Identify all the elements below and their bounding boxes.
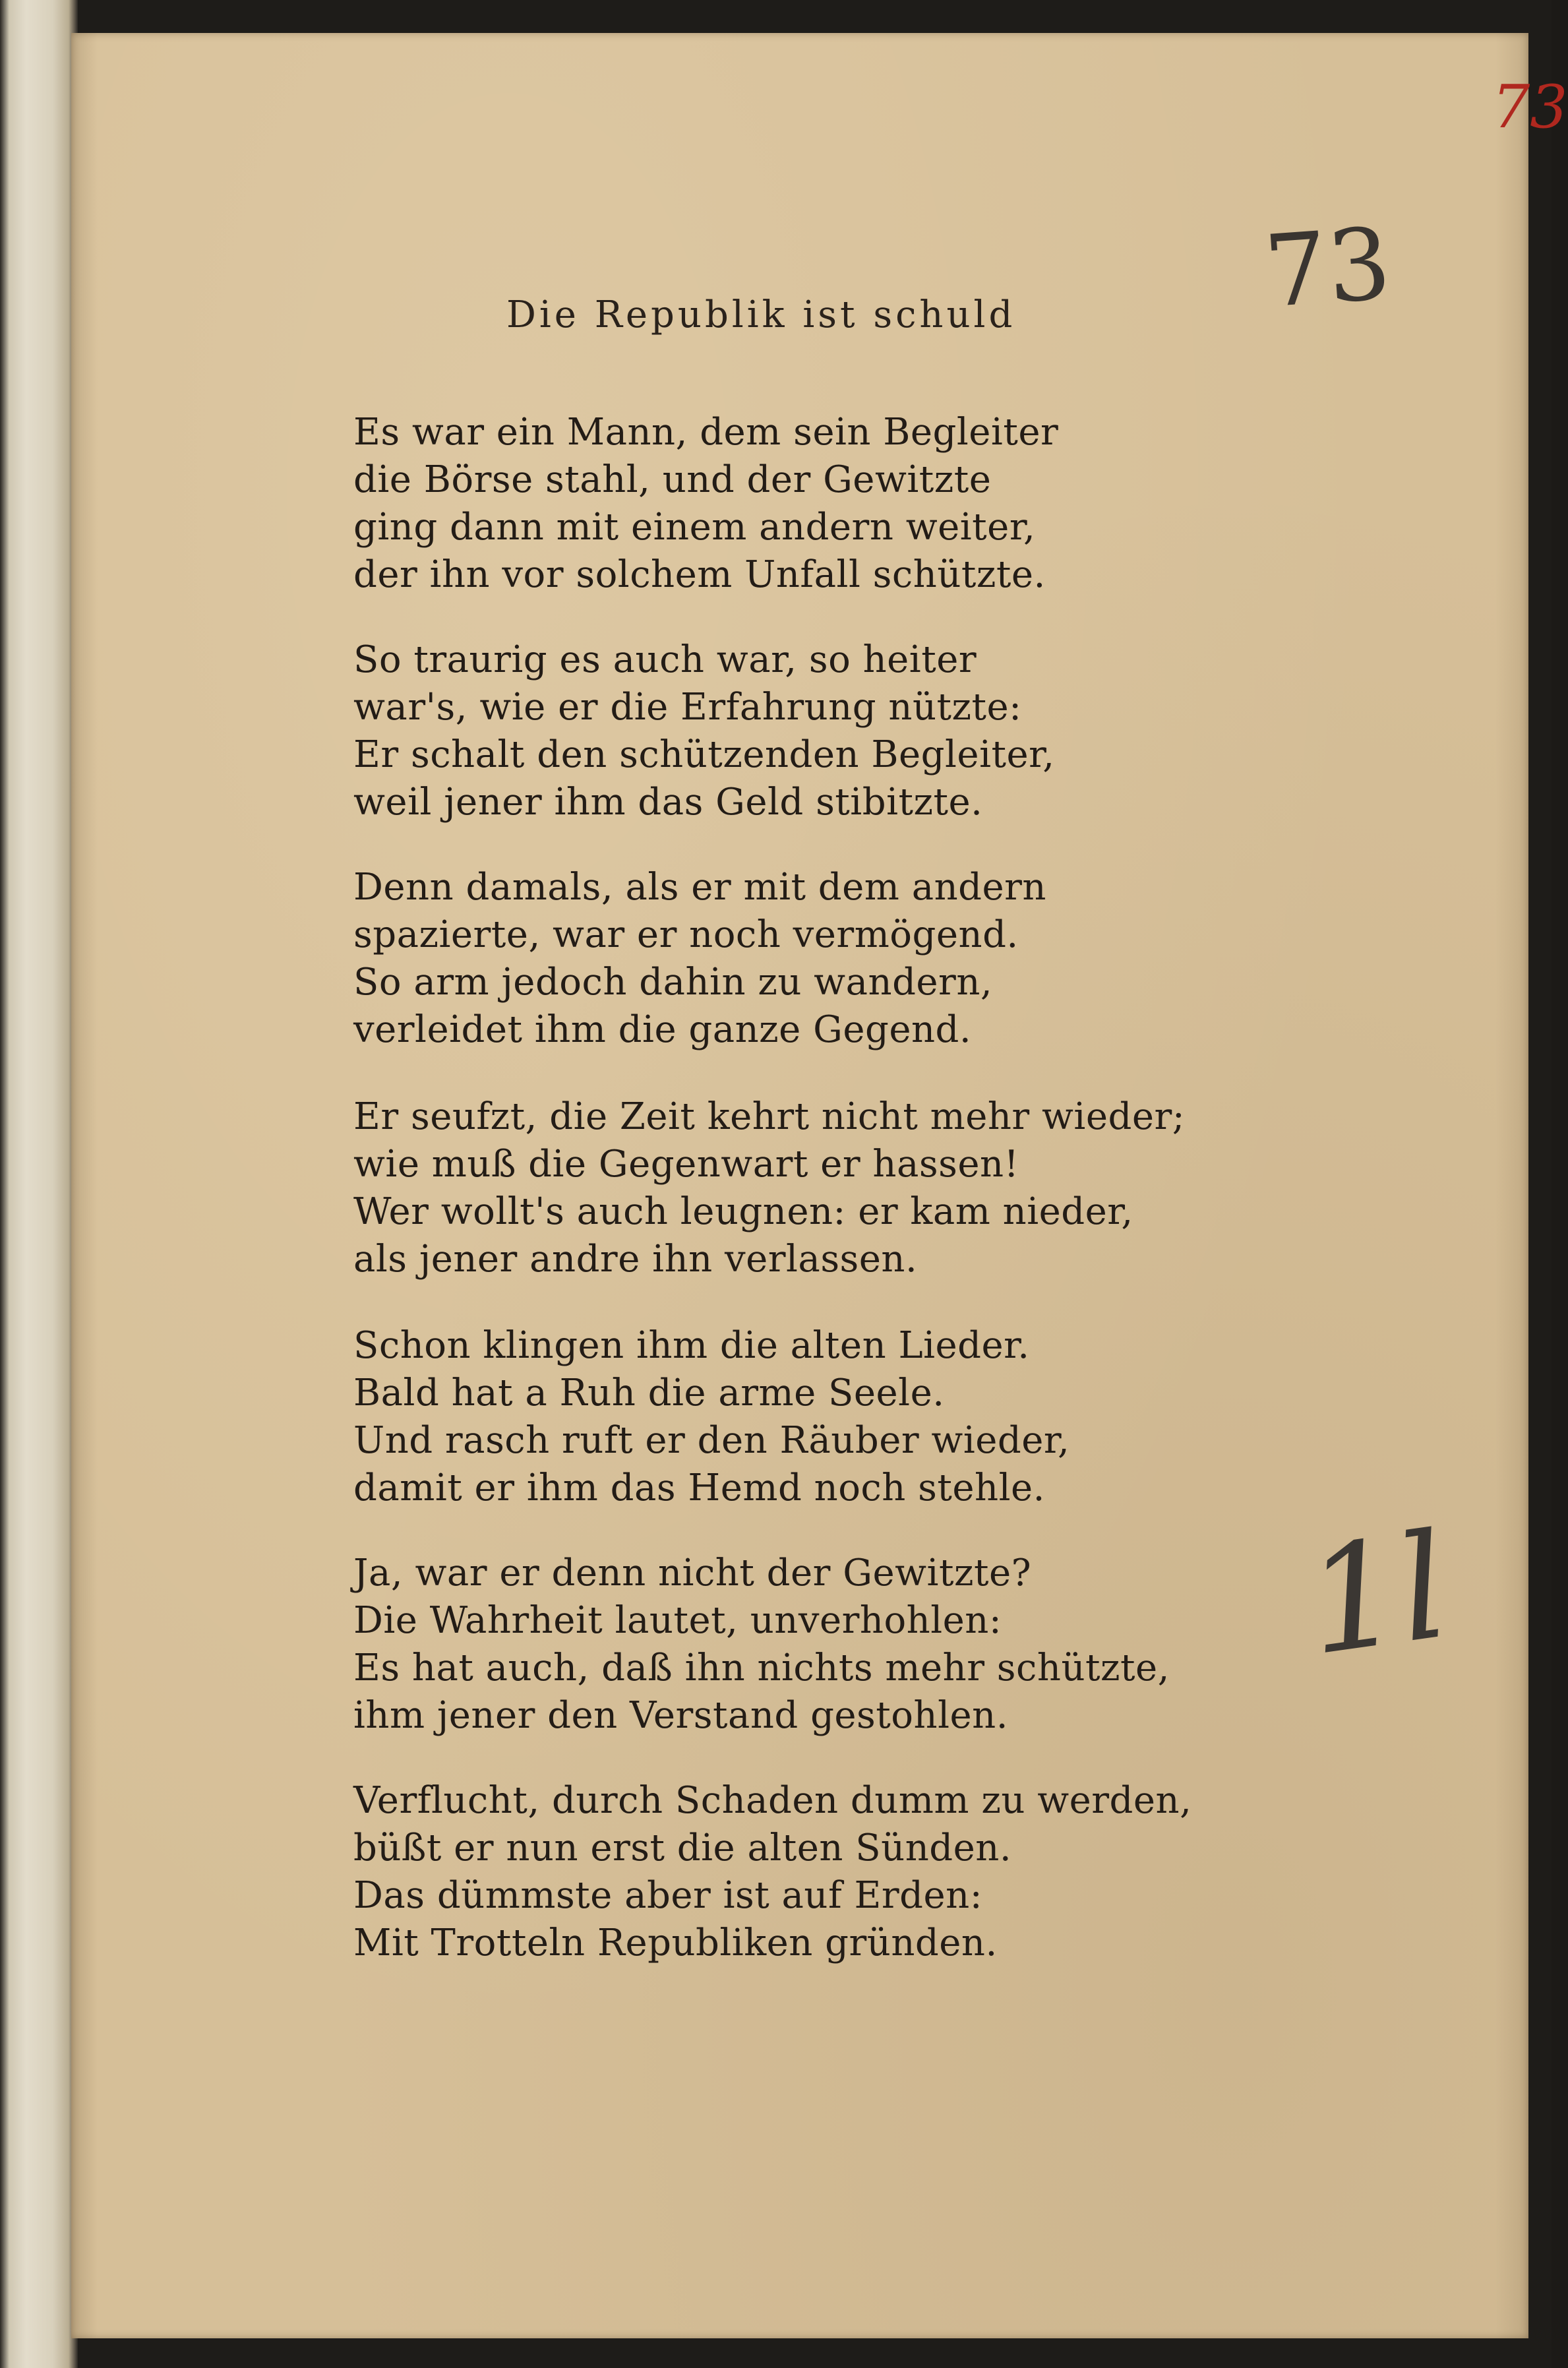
verse-line: damit er ihm das Hemd noch stehle.: [353, 1467, 1045, 1509]
verse-line: Es war ein Mann, dem sein Begleiter: [353, 411, 1059, 454]
verse-line: Verflucht, durch Schaden dumm zu werden,: [353, 1779, 1192, 1822]
poem-title: Die Republik ist schuld: [506, 293, 1016, 336]
stanza: [353, 409, 1303, 599]
verse-line: Ja, war er denn nicht der Gewitzte?: [353, 1552, 1032, 1594]
verse-line: Er schalt den schützenden Begleiter,: [353, 733, 1055, 776]
stanza: [353, 1550, 1303, 1740]
stanza: [353, 864, 1303, 1054]
verse-line: wie muß die Gegenwart er hassen!: [353, 1143, 1019, 1186]
pencil-page-number: 73: [1261, 206, 1395, 330]
verse-line: ging dann mit einem andern weiter,: [353, 506, 1036, 549]
verse-line: So traurig es auch war, so heiter: [353, 638, 977, 681]
verse-line: spazierte, war er noch vermögend.: [353, 913, 1019, 956]
verse-line: Bald hat a Ruh die arme Seele.: [353, 1372, 945, 1414]
stanza: [353, 1322, 1303, 1512]
verse-line: Wer wollt's auch leugnen: er kam nieder,: [353, 1190, 1133, 1233]
verse-line: Denn damals, als er mit dem andern: [353, 866, 1046, 909]
verse-line: als jener andre ihn verlassen.: [353, 1238, 918, 1281]
verse-line: Die Wahrheit lautet, unverhohlen:: [353, 1599, 1002, 1642]
verse-line: weil jener ihm das Geld stibitzte.: [353, 781, 983, 824]
verse-line: war's, wie er die Erfahrung nützte:: [353, 686, 1022, 729]
verse-line: Mit Trotteln Republiken gründen.: [353, 1922, 998, 1964]
verse-line: Und rasch ruft er den Räuber wieder,: [353, 1419, 1070, 1462]
pencil-annotation: 1l: [1296, 1501, 1458, 1688]
verse-line: der ihn vor solchem Unfall schützte.: [353, 553, 1046, 596]
book-page: [71, 33, 1568, 2338]
stanza: [353, 636, 1303, 826]
verse-line: Es hat auch, daß ihn nichts mehr schützte,: [353, 1647, 1170, 1689]
verse-line: verleidet ihm die ganze Gegend.: [353, 1008, 972, 1051]
folio-number: 73: [1492, 73, 1568, 142]
stanza: [353, 1777, 1303, 1967]
verse-line: Das dümmste aber ist auf Erden:: [353, 1874, 983, 1917]
verse-line: So arm jedoch dahin zu wandern,: [353, 961, 993, 1004]
verse-line: Schon klingen ihm die alten Lieder.: [353, 1324, 1030, 1367]
verse-line: ihm jener den Verstand gestohlen.: [353, 1694, 1008, 1737]
verse-line: die Börse stahl, und der Gewitzte: [353, 458, 992, 501]
verse-line: büßt er nun erst die alten Sünden.: [353, 1827, 1012, 1869]
verse-line: Er seufzt, die Zeit kehrt nicht mehr wieder;: [353, 1095, 1186, 1138]
stanza: [353, 1093, 1303, 1283]
book-binding-edge: [0, 0, 78, 2368]
